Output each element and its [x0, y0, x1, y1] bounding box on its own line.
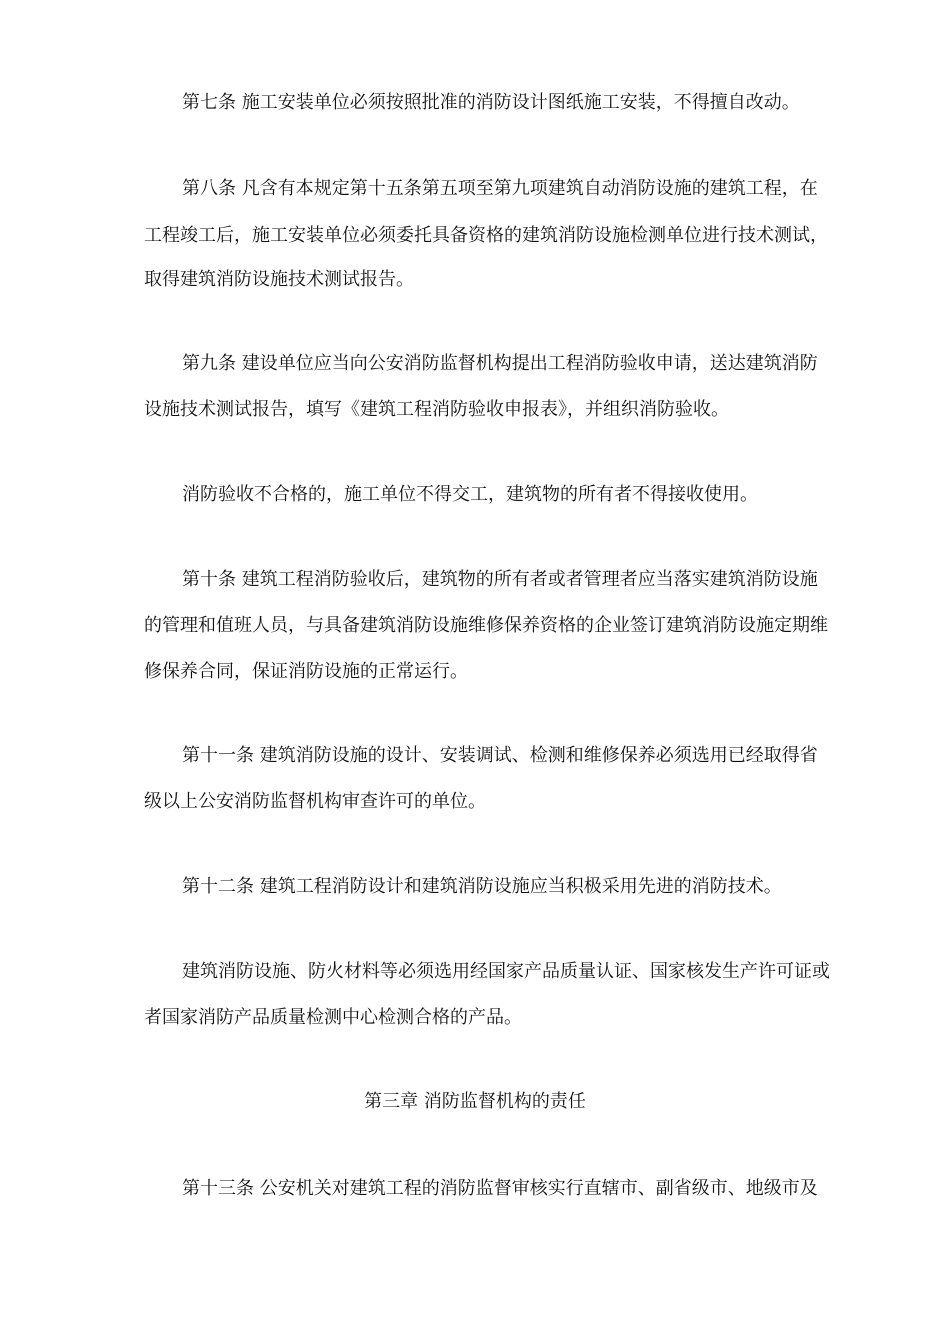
article-10-line-3: 修保养合同，保证消防设施的正常运行。	[144, 661, 468, 682]
acceptance-paragraph-line-1: 消防验收不合格的，施工单位不得交工，建筑物的所有者不得接收使用。	[182, 484, 758, 505]
article-9-line-1: 第九条 建设单位应当向公安消防监督机构提出工程消防验收申请，送达建筑消防	[182, 353, 818, 374]
article-11-line-2: 级以上公安消防监督机构审查许可的单位。	[144, 791, 486, 812]
article-8-line-3: 取得建筑消防设施技术测试报告。	[144, 269, 414, 290]
article-8-line-2: 工程竣工后，施工安装单位必须委托具备资格的建筑消防设施检测单位进行技术测试，	[144, 225, 828, 246]
chapter-3-heading: 第三章 消防监督机构的责任	[364, 1091, 586, 1112]
article-7-line-1: 第七条 施工安装单位必须按照批准的消防设计图纸施工安装，不得擅自改动。	[182, 92, 800, 113]
products-paragraph-line-1: 建筑消防设施、防火材料等必须选用经国家产品质量认证、国家核发生产许可证或	[182, 961, 830, 982]
products-paragraph-line-2: 者国家消防产品质量检测中心检测合格的产品。	[144, 1007, 522, 1028]
article-9-line-2: 设施技术测试报告，填写《建筑工程消防验收申报表》，并组织消防验收。	[144, 399, 729, 420]
article-10-line-2: 的管理和值班人员，与具备建筑消防设施维修保养资格的企业签订建筑消防设施定期维	[144, 615, 828, 636]
article-11-line-1: 第十一条 建筑消防设施的设计、安装调试、检测和维修保养必须选用已经取得省	[182, 745, 818, 766]
article-8-line-1: 第八条 凡含有本规定第十五条第五项至第九项建筑自动消防设施的建筑工程，在	[182, 178, 818, 199]
article-13-line-1: 第十三条 公安机关对建筑工程的消防监督审核实行直辖市、副省级市、地级市及	[182, 1178, 818, 1199]
article-10-line-1: 第十条 建筑工程消防验收后，建筑物的所有者或者管理者应当落实建筑消防设施	[182, 569, 818, 590]
article-12-line-1: 第十二条 建筑工程消防设计和建筑消防设施应当积极采用先进的消防技术。	[182, 876, 782, 897]
